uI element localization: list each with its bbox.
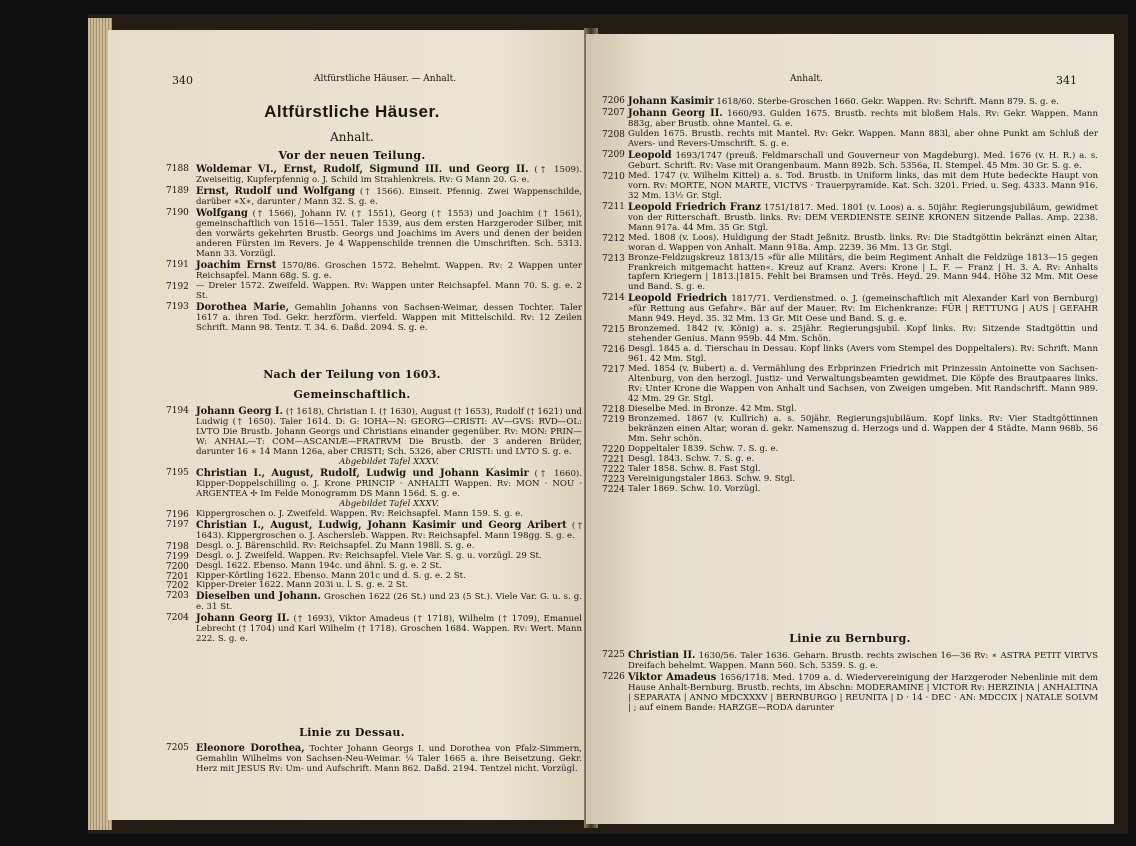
entry-number: 7193: [166, 301, 189, 312]
entry-number: 7214: [602, 293, 625, 304]
entry-7189: [166, 186, 582, 208]
entry-number: 7200: [166, 561, 189, 572]
entry-text: Desgl. o. J. Bärenschild. Rv: Reichsapfel. Zu Mann 198ll. S. g. e.: [196, 540, 475, 551]
entry-text: († 1618), Christian I. († 1630), August († 1653), Rudolf († 1621) und Ludwig († 1650). Taler 1614. D: G: IOHA—N: GEORG—CRISTI: AV—GVS: RVD—OL: LVTO Die Brustb. Johann Georgs und Christians einander gegenüber. Rv: MON: PRIN—W: ANHAL—T: COM—ASCANIÆ—FRATRVM Die Brustb. der 3 anderen Brüder, darunter 16 ∗ 14 Mann 126a, aber CRISTI; Sch. 5326, aber CRISTI: und LVTO S. g. e.: [196, 407, 582, 457]
right-entries-1: [602, 96, 1098, 495]
entry-number: 7202: [166, 581, 189, 592]
entry-7217: [602, 365, 1098, 405]
entry-number: 7226: [602, 671, 625, 682]
entry-text: Desgl. 1843. Schw. 7. S. g. e.: [628, 453, 755, 464]
entry-7209: [602, 150, 1098, 172]
entry-text: Vereinigungstaler 1863. Schw. 9. Stgl.: [628, 473, 796, 484]
entry-number: 7217: [602, 365, 625, 376]
entry-text: 1693/1747 (preuß. Feldmarschall und Gouverneur von Magdeburg). Med. 1676 (v. H. R.) a. s. Geburt. Schrift. Rv: Vase mit Orangenbaum. Mann 892b. Sch. 5356a, II. Stempel. 45 Mm. 30 Gr. S. g. e.: [628, 150, 1098, 171]
entry-number: 7221: [602, 454, 625, 465]
entry-number: 7209: [602, 149, 625, 160]
entry-name: Johann Georg I.: [196, 406, 283, 417]
entry-7214: [602, 293, 1098, 325]
entry-text: Groschen 1622 (26 St.) und 23 (5 St.). Viele Var. G. u. s. g. e. 31 St.: [196, 592, 582, 613]
entry-7215: [602, 325, 1098, 345]
entry-number: 7194: [166, 406, 189, 416]
entry-text: 1660/93. Gulden 1675. Brustb. rechts mit bloßem Hals. Rv: Gekr. Wappen. Mann 883g, aber Brustb. ohne Mantel. G. e.: [628, 108, 1099, 129]
entry-text: († 1566), Johann IV. († 1551), Georg († 1553) und Joachim († 1561), gemeinschaftlich von 1516—1551. Taler 1539, aus dem ersten Harzgeroder Silber, mit den vorwärts gekehrten Brustb. Georgs und Joachims im Avers und denen der beiden anderen Fürsten im Revers. Je 4 Wappenschilde trennen die Umschriften. Sch. 5313. Mann 33. Vorzügl.: [196, 208, 583, 259]
section-heading: Vor der neuen Teilung.: [278, 149, 426, 162]
entry-text: 1630/56. Taler 1636. Geharn. Brustb. rechts zwischen 16—36 Rv: ∗ ASTRA PETIT VIRTVS Dreifach behelmt. Wappen. Mann 560. Sch. 5359. S. g. e.: [628, 651, 1098, 671]
entry-text: Dieselbe Med. in Bronze. 42 Mm. Stgl.: [628, 404, 797, 415]
right-page: [586, 34, 1114, 824]
entry-text: — Dreier 1572. Zweifeld. Wappen. Rv: Wappen unter Reichsapfel. Mann 70. S. g. e. 2 St.: [196, 280, 582, 301]
entry-text: 1656/1718. Med. 1709 a. d. Wiedervereinigung der Harzgeroder Nebenlinie mit dem Hause Anhalt-Bernburg. Brustb. rechts, im Abschn: MODERAMINE | VICTOR Rv: HERZINIA | ANHALTINA | SEPARATA | ANNO MDCXXXV | BERNBURGO | REUNITA | D · 14 · DEC · AN: MDCCIX | NATALE SOLVM | ; auf einem Bande: HARZGE—RODA darunter: [628, 672, 1098, 713]
entry-7188: [166, 164, 582, 186]
entry-text: Desgl. 1845 a. d. Tierschau in Dessau. Kopf links (Avers vom Stempel des Doppeltalers). Rv: Schrift. Mann 961. 42 Mm. Stgl.: [628, 344, 1098, 365]
entry-text: Kipper-Dreier 1622. Mann 203i u. l. S. g. e. 2 St.: [196, 580, 409, 591]
entry-text: 1618/60. Sterbe-Groschen 1660. Gekr. Wappen. Rv: Schrift. Mann 879. S. g. e.: [716, 97, 1059, 107]
entry-text: († 1643). Kippergroschen o. J. Aschersleb. Wappen. Rv: Reichsapfel. Mann 198gg. S. g. e.: [196, 520, 583, 541]
entry-name: Eleonore Dorothea,: [196, 743, 305, 754]
entry-number: 7213: [602, 253, 625, 264]
entry-number: 7210: [602, 171, 625, 182]
entry-number: 7212: [602, 233, 625, 244]
entry-7226: [602, 672, 1098, 714]
entry-7197: [166, 520, 582, 542]
entry-number: 7189: [166, 185, 189, 196]
entry-7196: [166, 510, 582, 520]
entry-text: Gulden 1675. Brustb. rechts mit Mantel. Rv: Gekr. Wappen. Mann 883l, aber ohne Punkt am Schluß der Avers- und Revers-Umschrift. S. g. e.: [628, 128, 1098, 149]
entry-text: Med. 1854 (v. Bubert) a. d. Vermählung des Erbprinzen Friedrich mit Prinzessin Antoinette von Sachsen-Altenburg, von den herzogl. Justiz- und Verwaltungsbeamten gewidmet. Die Köpfe des Brautpaares links. Rv: Unter Krone die Wappen von Anhalt und Sachsen, von Zweigen umgeben. Mit Randschrift. Mann 989. 42 Mm. 29 Gr. Stgl.: [628, 364, 1098, 405]
entry-name: Dieselben und Johann.: [196, 591, 321, 603]
entry-name: Woldemar VI., Ernst, Rudolf, Sigmund III. und Georg II.: [196, 164, 529, 175]
entry-7192: [166, 282, 582, 302]
entry-text: († 1509). Zweiseitig, Kupferpfennig o. J. Schild im Strahlenkreis. Rv: G Mann 20. G. e.: [196, 165, 582, 185]
entry-number: 7205: [166, 743, 189, 753]
entry-number: 7201: [166, 571, 189, 582]
entry-text: Kippergroschen o. J. Zweifeld. Wappen. Rv: Reichsapfel. Mann 159. S. g. e.: [196, 508, 523, 519]
entry-7204: [166, 613, 582, 645]
entry-text: Tochter Johann Georgs I. und Dorothea von Pfalz-Simmern, Gemahlin Wilhelms von Sachsen-Neu-Weimar. ¼ Taler 1665 a. ihre Beisetzung. Gekr. Herz mit JESUS Rv: Um- und Aufschrift. Mann 862. Daßd. 2194. Tentzel nicht. Vorzügl.: [196, 744, 582, 774]
entry-number: 7208: [602, 129, 625, 140]
entry-name: Leopold: [628, 149, 672, 161]
entry-number: 7191: [166, 259, 189, 270]
section-heading: Nach der Teilung von 1603.: [263, 368, 441, 381]
entry-number: 7192: [166, 281, 189, 292]
entry-name: Dorothea Marie,: [196, 301, 290, 313]
entry-number: 7207: [602, 107, 625, 118]
entry-number: 7216: [602, 345, 625, 356]
entry-text: († 1660). Kipper-Doppelschilling o. J. Krone PRINCIP · ANHALTI Wappen. Rv: MON · NOU · ARGENTEA ✢ Im Felde Monogramm DS Mann 156d. S. g. e.: [196, 468, 582, 499]
entry-7206: [602, 96, 1098, 108]
entry-number: 7197: [166, 519, 189, 530]
entry-number: 7206: [602, 96, 625, 106]
left-entries-1: [166, 164, 582, 334]
entry-name: Christian II.: [628, 650, 696, 661]
entry-number: 7223: [602, 474, 625, 485]
left-entries-2: [166, 406, 582, 645]
entry-name: Christian I., August, Ludwig, Johann Kasimir und Georg Aribert: [196, 519, 567, 531]
entry-text: Kipper-Körtling 1622. Ebenso. Mann 201c und d. S. g. e. 2 St.: [196, 570, 466, 581]
left-page: [108, 30, 596, 820]
entry-name: Joachim Ernst: [196, 259, 277, 271]
left-page-number: 340: [172, 74, 193, 87]
entry-text: Bronzemed. 1842 (v. König) a. s. 25jähr. Regierungsjubil. Kopf links. Rv: Sitzende Stadtgöttin und stehender Genius. Mann 959b. 44 Mm. Schön.: [628, 324, 1098, 345]
entry-7202: [166, 581, 582, 591]
entry-number: 7199: [166, 551, 189, 562]
entry-text: Bronze-Feldzugskreuz 1813/15 »für alle Militärs, die beim Regiment Anhalt die Feldzüge 1813—15 gegen Frankreich mitgemacht hatten«. Kreuz auf Kranz. Avers: Krone | L. F. — Franz | H. 3. A. Rv: Anhalts tapfern Kriegern | 1813.|1815. Fehlt bei Bramsen und Três. Heyd. 29. Mann 944. Höhe 32 Mm. Mit Oese und Band. S. g. e.: [628, 252, 1098, 293]
entry-text: Doppeltaler 1839. Schw. 7. S. g. e.: [628, 443, 779, 454]
entry-7211: [602, 202, 1098, 234]
entry-7193: [166, 302, 582, 334]
entry-7205: [166, 743, 582, 775]
plate-caption: Abgebildet Tafel XXXV.: [339, 498, 439, 509]
entry-number: 7196: [166, 509, 189, 520]
entry-number: 7215: [602, 325, 625, 336]
entry-number: 7222: [602, 464, 625, 475]
entry-7219: [602, 415, 1098, 445]
section-heading: Gemeinschaftlich.: [293, 388, 411, 401]
entry-text: 1570/86. Groschen 1572. Behelmt. Wappen. Rv: 2 Wappen unter Reichsapfel. Mann 68g. S. g. e.: [196, 260, 582, 281]
entry-text: Desgl. o. J. Zweifeld. Wappen. Rv: Reichsapfel. Viele Var. S. g. u. vorzügl. 29 St.: [196, 550, 542, 561]
left-running-head: Altfürstliche Häuser. — Anhalt.: [314, 74, 457, 84]
entry-text: 1817/71. Verdienstmed. o. J. (gemeinschaftlich mit Alexander Karl von Bernburg) »für Rettung aus Gefahr«. Bär auf der Mauer. Rv: Im Eichenkranze: FÜR | RETTUNG | AUS | GEFAHR Mann 949. Heyd. 35. 32 Mm. 13 Gr. Mit Oese und Band. S. g. e.: [628, 294, 1098, 325]
entry-7208: [602, 130, 1098, 150]
entry-name: Ernst, Rudolf und Wolfgang: [196, 185, 356, 197]
entry-name: Christian I., August, Rudolf, Ludwig und Johann Kasimir: [196, 467, 529, 479]
entry-text: Med. 1808 (v. Loos). Huldigung der Stadt Jeßnitz. Brustb. links. Rv: Die Stadtgöttin bekränzt einen Altar, woran d. Wappen von Anhalt. Mann 918a. Amp. 2239. 36 Mm. 13 Gr. Stgl.: [628, 232, 1098, 253]
entry-text: Desgl. 1622. Ebenso. Mann 194c. und ähnl. S. g. e. 2 St.: [196, 560, 442, 571]
entry-name: Johann Georg II.: [196, 613, 290, 625]
plate-caption: Abgebildet Tafel XXXV.: [339, 456, 439, 467]
entry-number: 7211: [602, 201, 625, 212]
entry-name: Johann Georg II.: [628, 107, 723, 119]
entry-name: Johann Kasimir: [628, 96, 714, 107]
entry-name: Viktor Amadeus: [628, 671, 717, 683]
entry-text: Gemahlin Johanns von Sachsen-Weimar, dessen Tochter. Taler 1617 a. ihren Tod. Gekr. herzförm. vierfeld. Wappen mit Mittelschild. Rv: 12 Zeilen Schrift. Mann 98. Tentz. T. 34. 6. Daßd. 2094. S. g. e.: [196, 302, 583, 333]
entry-7190: [166, 208, 582, 260]
subtitle: Anhalt.: [330, 130, 374, 144]
section-heading: Linie zu Bernburg.: [789, 632, 911, 645]
entry-7216: [602, 345, 1098, 365]
entry-text: Med. 1747 (v. Wilhelm Kittel) a. s. Tod. Brustb. in Uniform links, das mit dem Hute bedeckte Haupt von vorn. Rv: MORTE, NON MARTE, VICTVS · Trauerpyramide. Kat. Sch. 3201. Fried. u. Seg. 4333. Mann 916. 32 Mm. 13½ Gr. Stgl.: [628, 170, 1098, 201]
entry-7207: [602, 108, 1098, 130]
entry-text: Taler 1858. Schw. 8. Fast Stgl.: [628, 463, 761, 474]
entry-7225: [602, 650, 1098, 672]
entry-7194: [166, 406, 582, 468]
section-heading: Linie zu Dessau.: [299, 726, 405, 739]
entry-number: 7203: [166, 591, 189, 602]
entry-7210: [602, 172, 1098, 202]
entry-7203: [166, 591, 582, 613]
entry-text: 1751/1817. Med. 1801 (v. Loos) a. s. 50jähr. Regierungsjubiläum, gewidmet von der Ritterschaft. Brustb. links. Rv: DEM VERDIENSTE SEINE KRONEN Sitzende Pallas. Amp. 2238. Mann 917a. 44 Mm. 35 Gr. Stgl.: [628, 202, 1098, 233]
entry-number: 7195: [166, 467, 189, 478]
entry-number: 7218: [602, 405, 625, 416]
entry-number: 7188: [166, 164, 189, 174]
entry-text: († 1566). Einseit. Pfennig. Zwei Wappenschilde, darüber ∗X∗, darunter / Mann 32. S. g. e.: [196, 186, 583, 207]
entry-7213: [602, 254, 1098, 294]
entry-name: Leopold Friedrich: [628, 293, 728, 305]
entry-7224: [602, 485, 1098, 495]
entry-number: 7204: [166, 613, 189, 624]
entry-number: 7225: [602, 650, 625, 660]
right-entries-2: [602, 650, 1098, 714]
entry-text: († 1693), Viktor Amadeus († 1718), Wilhelm († 1709), Emanuel Lebrecht († 1704) und Karl Wilhelm († 1718). Groschen 1684. Wappen. Rv: Wert. Mann 222. S. g. e.: [196, 614, 583, 645]
right-running-head: Anhalt.: [790, 74, 823, 84]
entry-name: Wolfgang: [196, 207, 248, 219]
entry-7212: [602, 234, 1098, 254]
entry-7191: [166, 260, 582, 282]
entry-number: 7219: [602, 415, 625, 426]
entry-7195: [166, 468, 582, 510]
entry-number: 7224: [602, 484, 625, 495]
entry-text: Taler 1869. Schw. 10. Vorzügl.: [628, 483, 761, 494]
entry-text: Bronzemed. 1867 (v. Kullrich) a. s. 50jähr. Regierungsjubiläum. Kopf links. Rv: Vier Stadtgöttinnen bekränzen einen Altar, woran d. gekr. Namenszug d. Herzogs und d. Wappen der 4 Städte. Mann 968b. 56 Mm. Sehr schön.: [628, 414, 1098, 444]
entry-number: 7198: [166, 541, 189, 552]
left-entries-3: [166, 743, 582, 775]
right-page-number: 341: [1056, 74, 1077, 87]
entry-number: 7190: [166, 207, 189, 218]
entry-number: 7220: [602, 444, 625, 455]
entry-name: Leopold Friedrich Franz: [628, 201, 761, 213]
page-title: Altfürstliche Häuser.: [264, 102, 440, 121]
